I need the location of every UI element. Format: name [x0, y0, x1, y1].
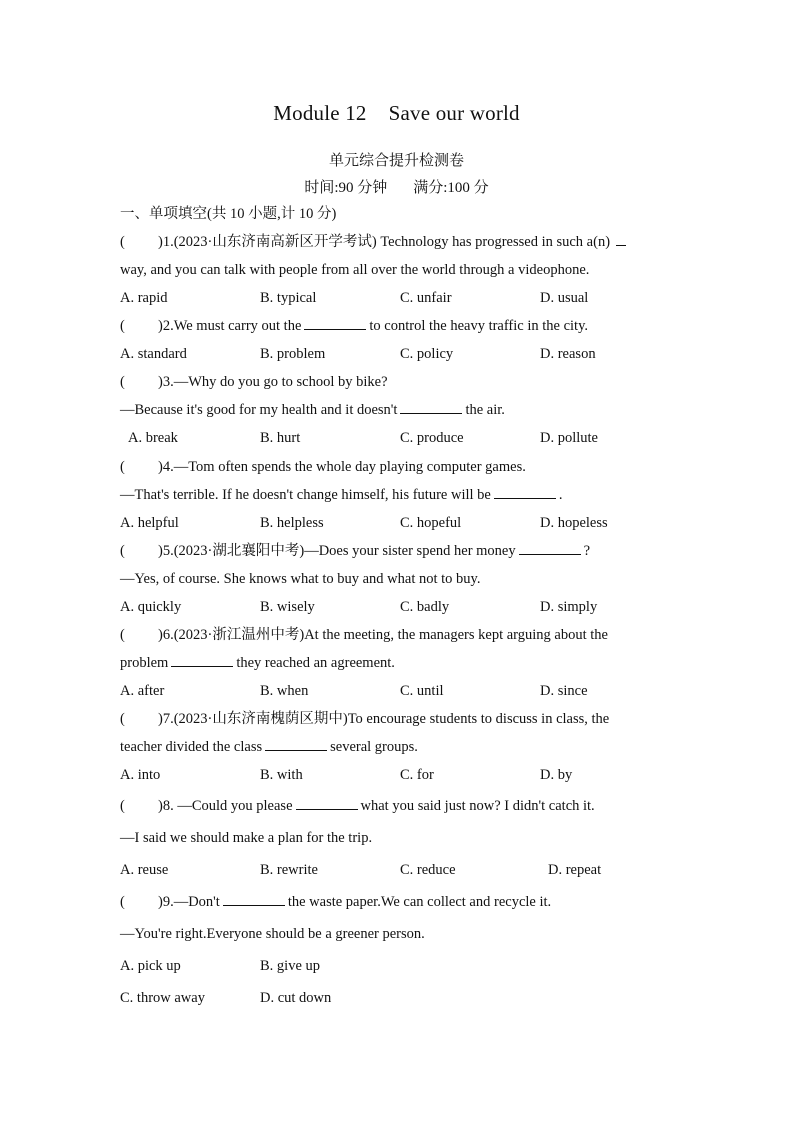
option-c: C. for [400, 767, 434, 783]
option-c: C. reduce [400, 862, 456, 878]
option-c: C. policy [400, 346, 454, 362]
option-c: C. throw away [120, 990, 205, 1006]
option-d: D. cut down [260, 990, 332, 1006]
answer-blank [304, 317, 366, 330]
option-d: D. reason [540, 346, 596, 362]
total-score: 满分:100 分 [413, 180, 489, 196]
option-a: A. pick up [120, 958, 181, 974]
option-c: C. hopeful [400, 515, 462, 531]
option-b: B. problem [260, 346, 326, 362]
question-6-stem: ( )6.(2023·浙江温州中考)At the meeting, the managers kept arguing about the [120, 627, 608, 643]
question-3-stem-cont: —Because it's good for my health and it doesn't the air. [120, 402, 505, 418]
option-a: A. helpful [120, 515, 179, 531]
option-d: D. pollute [540, 430, 598, 446]
question-4-stem-cont: —That's terrible. If he doesn't change himself, his future will be . [120, 487, 563, 503]
question-8-stem-cont: —I said we should make a plan for the trip. [120, 830, 373, 846]
option-b: B. rewrite [260, 862, 318, 878]
option-b: B. with [260, 767, 303, 783]
option-d: D. repeat [548, 862, 602, 878]
option-a: A. quickly [120, 599, 182, 615]
answer-blank [519, 542, 581, 555]
question-3-stem: ( )3.—Why do you go to school by bike? [120, 374, 388, 390]
question-9-stem-cont: —You're right.Everyone should be a greener person. [120, 926, 425, 942]
option-d: D. hopeless [540, 515, 608, 531]
question-5-stem-cont: —Yes, of course. She knows what to buy and what not to buy. [120, 571, 481, 587]
option-c: C. badly [400, 599, 450, 615]
module-label: Module 12 [273, 101, 367, 125]
answer-blank [171, 654, 233, 667]
answer-blank [400, 401, 462, 414]
page-subtitle: 单元综合提升检测卷 [328, 153, 464, 169]
question-2-stem: ( )2.We must carry out the to control the heavy traffic in the city. [120, 318, 589, 334]
option-c: C. until [400, 683, 444, 699]
option-a: A. standard [120, 346, 187, 362]
option-d: D. usual [540, 290, 589, 306]
option-b: B. wisely [260, 599, 315, 615]
option-a: A. rapid [120, 290, 168, 306]
answer-blank [494, 486, 556, 499]
page-title [0, 101, 793, 126]
option-d: D. by [540, 767, 573, 783]
option-b: B. helpless [260, 515, 324, 531]
option-a: A. reuse [120, 862, 169, 878]
option-b: B. when [260, 683, 309, 699]
question-7-stem-cont: teacher divided the class several groups. [120, 739, 418, 755]
question-5-stem: ( )5.(2023·湖北襄阳中考)—Does your sister spend her money ? [120, 543, 591, 559]
option-d: D. since [540, 683, 588, 699]
option-d: D. simply [540, 599, 598, 615]
option-c: C. unfair [400, 290, 452, 306]
section-title: 一、单项填空(共 10 小题,计 10 分) [120, 206, 337, 222]
answer-blank [265, 738, 327, 751]
option-c: C. produce [400, 430, 464, 446]
question-1-stem-cont: way, and you can talk with people from all over the world through a videophone. [120, 262, 590, 278]
option-a: A. after [120, 683, 165, 699]
option-b: B. typical [260, 290, 317, 306]
question-6-stem-cont: problem they reached an agreement. [120, 655, 395, 671]
option-b: B. hurt [260, 430, 301, 446]
question-8-stem: ( )8. —Could you please what you said just now? I didn't catch it. [120, 798, 595, 814]
exam-meta [0, 176, 793, 197]
module-topic: Save our world [388, 101, 520, 125]
answer-blank [296, 797, 358, 810]
question-1-stem: ( )1.(2023·山东济南高新区开学考试) Technology has progressed in such a(n) [120, 232, 629, 252]
option-a: A. into [120, 767, 161, 783]
question-4-stem: ( )4.—Tom often spends the whole day playing computer games. [120, 459, 526, 475]
question-7-stem: ( )7.(2023·山东济南槐荫区期中)To encourage students to discuss in class, the [120, 711, 610, 727]
answer-blank [616, 233, 626, 246]
option-b: B. give up [260, 958, 321, 974]
question-9-stem: ( )9.—Don't the waste paper.We can collect and recycle it. [120, 894, 552, 910]
time-limit: 时间:90 分钟 [304, 180, 388, 196]
answer-blank [223, 893, 285, 906]
option-a: A. break [128, 430, 178, 446]
